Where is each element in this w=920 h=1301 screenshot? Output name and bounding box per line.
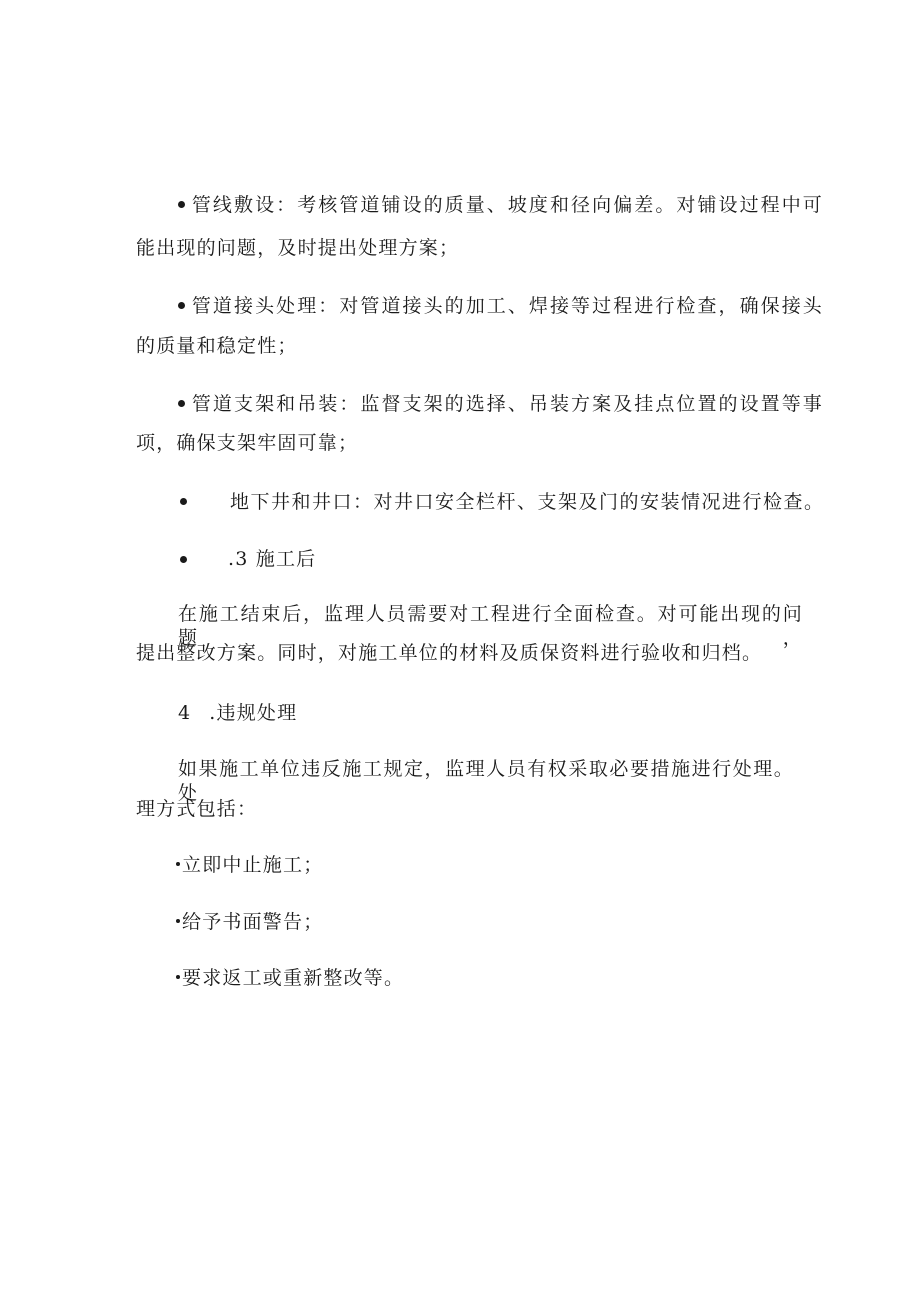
after-construction-para-line1: 在施工结束后，监理人员需要对工程进行全面检查。对可能出现的问题， bbox=[178, 603, 803, 649]
pipe-laying-text-1: 管线敷设：考核管道铺设的质量、坡度和径向偏差。对铺设过程中可 bbox=[191, 194, 823, 216]
violation-item-text: 要求返工或重新整改等。 bbox=[182, 967, 405, 989]
violation-heading bbox=[178, 701, 297, 725]
after-construction-heading: .3 施工后 bbox=[228, 548, 317, 570]
bullet-pipe-support-line1 bbox=[178, 392, 823, 416]
bullet-pipe-support-line2: 项，确保支架牢固可靠； bbox=[136, 432, 359, 454]
bullet-dot-icon bbox=[178, 400, 185, 407]
violation-item-2 bbox=[176, 910, 323, 934]
bullet-dot-icon bbox=[178, 302, 185, 309]
pipe-support-text-1: 管道支架和吊装：监督支架的选择、吊装方案及挂点位置的设置等事 bbox=[191, 393, 823, 415]
violation-item-1 bbox=[176, 853, 323, 877]
violation-item-3 bbox=[176, 966, 404, 990]
bullet-dot-icon bbox=[180, 498, 187, 505]
violation-para-line2: 理方式包括： bbox=[136, 798, 258, 820]
after-construction-para-line2: 提出整改方案。同时，对施工单位的材料及质保资料进行验收和归档。 bbox=[136, 642, 763, 664]
violation-para-line1: 如果施工单位违反施工规定，监理人员有权采取必要措施进行处理。处 bbox=[178, 758, 794, 804]
small-bullet-icon bbox=[176, 862, 180, 866]
pipe-joint-text-1: 管道接头处理：对管道接头的加工、焊接等过程进行检查，确保接头 bbox=[191, 295, 823, 317]
violation-heading-text: .违规处理 bbox=[209, 702, 298, 724]
bullet-manhole-text: 地下井和井口：对井口安全栏杆、支架及门的安装情况进行检查。 bbox=[230, 491, 825, 513]
bullet-pipe-joint-line2: 的质量和稳定性； bbox=[136, 335, 298, 357]
violation-heading-number: 4 bbox=[178, 702, 192, 724]
violation-item-text: 立即中止施工； bbox=[182, 854, 324, 876]
bullet-pipe-laying-line1 bbox=[178, 193, 823, 217]
small-bullet-icon bbox=[176, 919, 180, 923]
bullet-pipe-laying-line2: 能出现的问题，及时提出处理方案； bbox=[136, 237, 460, 259]
small-bullet-icon bbox=[176, 975, 180, 979]
bullet-dot-icon bbox=[178, 201, 185, 208]
bullet-pipe-joint-line1 bbox=[178, 294, 823, 318]
violation-item-text: 给予书面警告； bbox=[182, 911, 324, 933]
bullet-dot-icon bbox=[180, 556, 187, 563]
